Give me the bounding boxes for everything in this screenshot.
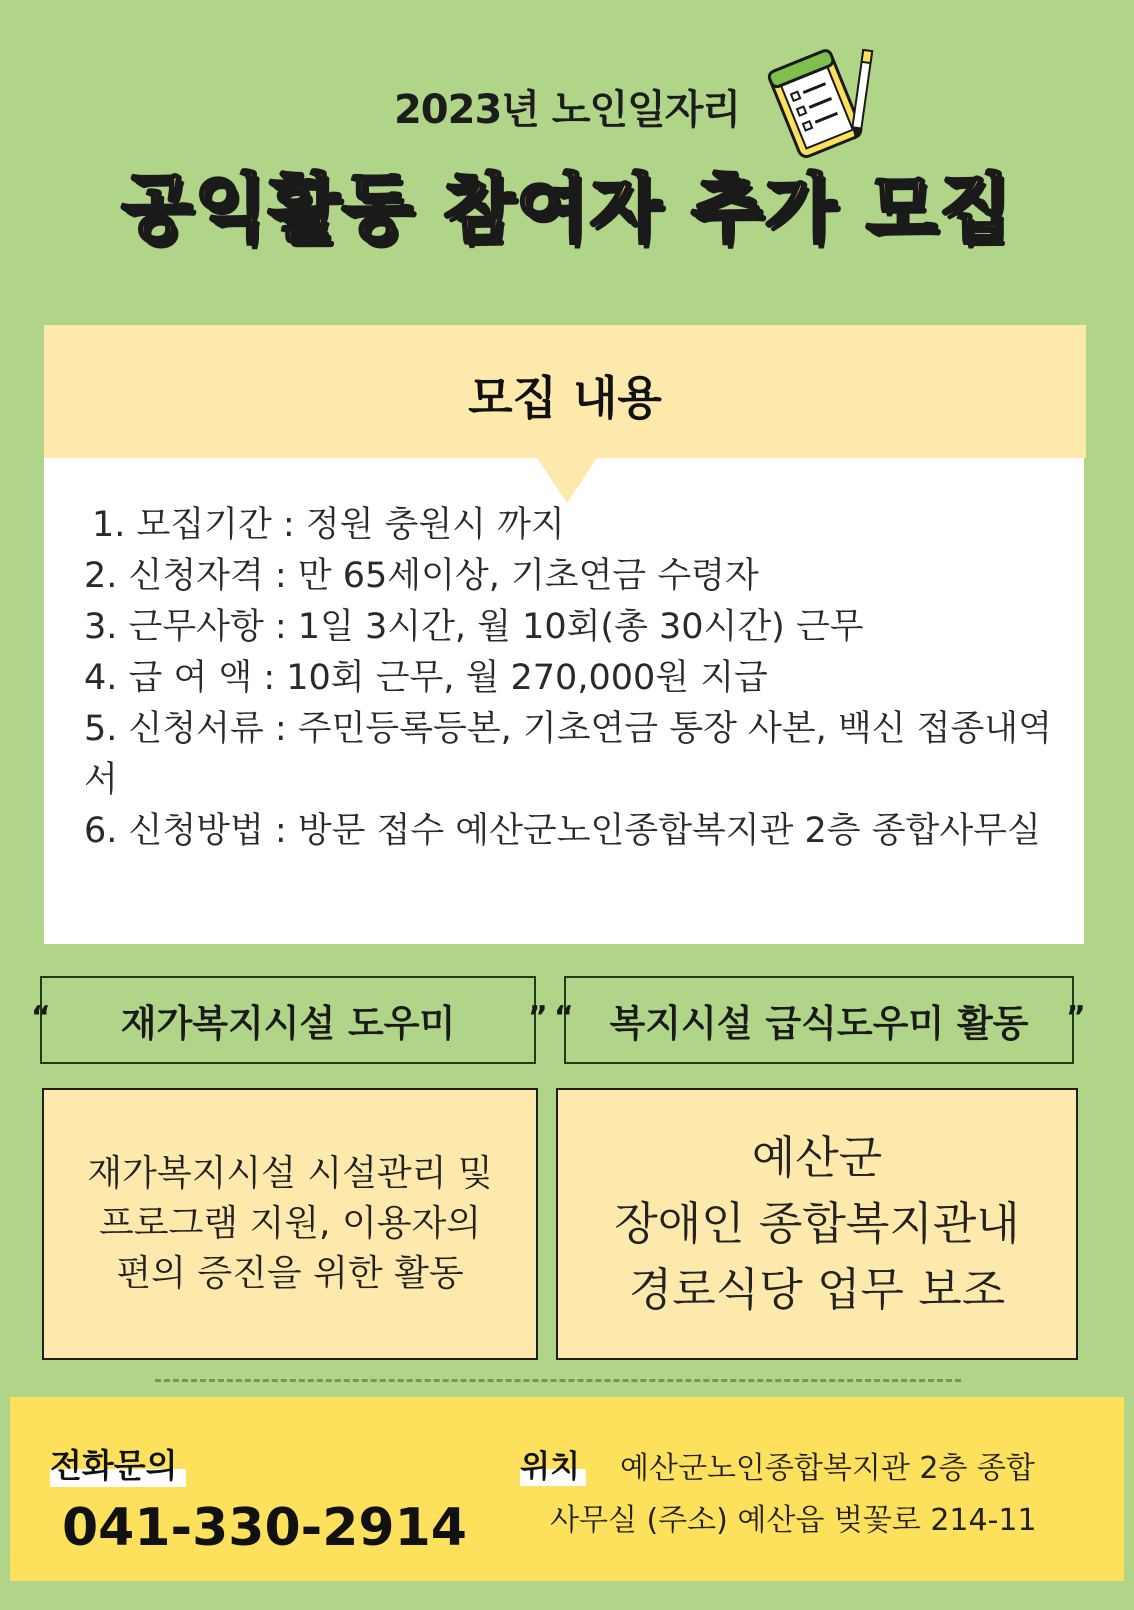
location-address-line: 사무실 (주소) 예산읍 벚꽃로 214-11 — [550, 1503, 1037, 1538]
activity-1-description-box — [42, 1088, 538, 1360]
speech-pointer — [537, 458, 597, 503]
activity-1-description-line: 재가복지시설 시설관리 및 — [87, 1153, 493, 1194]
activity-2-title-box — [564, 976, 1074, 1064]
page-title: 공익활동 참여자 추가 모집 — [121, 166, 1013, 252]
activity-1-title-box — [40, 976, 536, 1064]
activity-1-description-line: 프로그램 지원, 이용자의 — [98, 1203, 482, 1244]
dashed-divider — [155, 1379, 961, 1382]
list-item: 5. 신청서류 : 주민등록등본, 기초연금 통장 사본, 백신 접종내역서 — [84, 709, 1052, 800]
close-quote-mark: ” — [1066, 1000, 1086, 1035]
list-item: 6. 신청방법 : 방문 접수 예산군노인종합복지관 2층 종합사무실 — [84, 811, 1041, 851]
list-item: 1. 모집기간 : 정원 충원시 까지 — [92, 505, 565, 545]
activity-2-description-line: 예산군 — [751, 1131, 883, 1184]
list-item: 3. 근무사항 : 1일 3시간, 월 10회(총 30시간) 근무 — [84, 607, 864, 647]
close-quote-mark: ” — [528, 1000, 548, 1035]
recruitment-list — [84, 500, 1064, 857]
page-subtitle: 2023년 노인일자리 — [393, 87, 741, 133]
open-quote-mark: “ — [31, 1000, 51, 1035]
clipboard-checklist-icon — [760, 42, 880, 162]
phone-number[interactable]: 041-330-2914 — [62, 1498, 467, 1558]
activity-1-title: 재가복지시설 도우미 — [120, 1002, 456, 1045]
activity-2-description-line: 장애인 종합복지관내 — [614, 1197, 1020, 1250]
activity-2-description-line: 경로식당 업무 보조 — [628, 1263, 1006, 1316]
list-item: 2. 신청자격 : 만 65세이상, 기초연금 수령자 — [84, 556, 759, 596]
location-label: 위치 — [520, 1441, 586, 1486]
phone-label: 전화문의 — [50, 1440, 186, 1487]
list-item: 4. 급 여 액 : 10회 근무, 월 270,000원 지급 — [84, 658, 768, 698]
recruitment-heading: 모집 내용 — [468, 371, 662, 425]
activity-1-description-line: 편의 증진을 위한 활동 — [116, 1253, 464, 1294]
activity-2-title: 복지시설 급식도우미 활동 — [609, 1002, 1029, 1045]
location-address-line: 예산군노인종합복지관 2층 종합 — [620, 1451, 1035, 1486]
activity-2-description-box — [556, 1088, 1078, 1360]
open-quote-mark: “ — [554, 1000, 574, 1035]
